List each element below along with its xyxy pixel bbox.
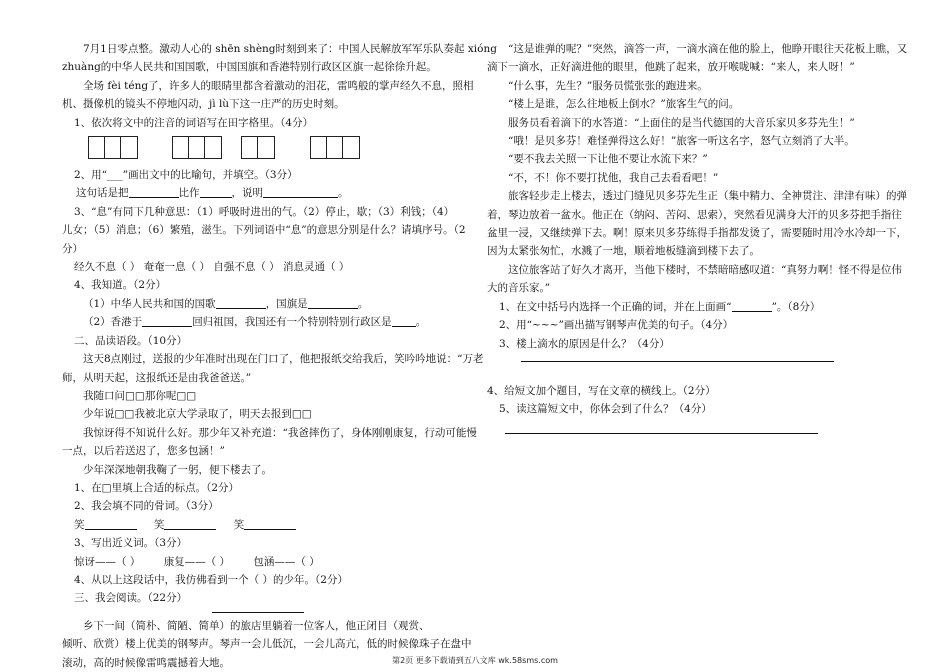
- story-line: 服务员看着滴下的水答道：“上面住的是当代德国的大音乐家贝多芬先生！”: [508, 116, 855, 129]
- answer-line[interactable]: [521, 361, 834, 362]
- answer-blank[interactable]: [308, 296, 358, 309]
- reading-line: 我惊讶得不知说什么好。那少年又补充道：“我爸摔伤了，身体刚刚康复，行动可能慢: [83, 426, 477, 439]
- story-line: 滴下一滴水，正好滴进他的眼里，他跳了起来，放开喉咙喊：“来人，来人呀！”: [487, 61, 855, 74]
- story-question-1: 1、在文中括号内选择一个正确的词，并在上面画“ ”。（8分）: [499, 300, 821, 313]
- reading-question-3-words: 惊讶——（ ） 康复——（ ） 包涵——（ ）: [74, 555, 320, 568]
- question-4-2: （2）香港于 回归祖国，我国还有一个特别特别行政区是 。: [83, 316, 427, 329]
- question-3-words: 经久不息（ ） 奄奄一息（ ） 自强不息（ ） 消息灵通（ ）: [74, 261, 350, 274]
- answer-line[interactable]: [505, 433, 818, 434]
- story-line: “哦！是贝多芬！难怪弹得这么好！”旅客一听这名字，怒气立刻消了大半。: [508, 135, 855, 148]
- section-3-heading: 三、我会阅读。（22分）: [74, 592, 188, 605]
- question-2: 2、用“___”画出文中的比喻句，并填空。（3分）: [74, 169, 298, 182]
- passage-line: 机、摄像机的镜头不停地闪动，jì lù下这一庄严的历史时刻。: [62, 98, 345, 111]
- reading-line: 我随口问□□那你呢□□: [83, 389, 197, 402]
- answer-blank[interactable]: [164, 517, 216, 530]
- story-line: 着，琴边放着一盆水。他正在（纳闷、苦闷、思索），突然看见满身大汗的贝多芬把手指往: [487, 208, 902, 221]
- story-line: “不，不！你不要打扰他，我自己去看看吧！”: [508, 171, 719, 184]
- question-4-1: （1）中华人民共和国的国歌 ，国旗是 。: [83, 297, 369, 310]
- story-line: “什么事，先生？”服务员慌张张的跑进来。: [508, 79, 708, 92]
- question-3-line: 分）: [62, 242, 83, 255]
- story-question-2: 2、用“~~~”画出描写钢琴声优美的句子。（4分）: [499, 319, 734, 332]
- story-line: 这位旅客站了好久才离开，当他下楼时，不禁暗暗感叹道：“真努力啊！怪不得是位伟: [508, 263, 902, 276]
- tianzige-box-1[interactable]: [88, 136, 138, 159]
- reading-question-1: 1、在□里填上合适的标点。（2分）: [74, 481, 240, 494]
- story-line: 大的音乐家。”: [487, 282, 551, 295]
- answer-blank[interactable]: [129, 185, 179, 198]
- right-column: [487, 40, 908, 444]
- answer-blank[interactable]: [732, 299, 772, 312]
- question-4: 4、我知道。（2分）: [74, 279, 167, 292]
- question-1: 1、依次将文中的注音的词语写在田字格里。（4分）: [74, 116, 314, 129]
- story-line: 旅客轻步走上楼去，透过门缝见贝多芬先生正（集中精力、全神贯注、津津有味）的弹: [508, 190, 907, 203]
- question-2-fill: 这句话是把 比作 ，说明 。: [76, 187, 349, 200]
- reading-question-3: 3、写出近义词。（3分）: [74, 537, 188, 550]
- story-question-4: 4、给短文加个题目，写在文章的横线上。（2分）: [487, 384, 716, 397]
- passage-line: zhuàng的中华人民共和国国歌，中国国旗和香港特别行政区区旗一起徐徐升起。: [62, 61, 437, 74]
- reading-line: 师，从明天起，这报纸还是由我爸爸送。”: [62, 371, 252, 384]
- story-line: “这是谁弹的呢？”突然，滴答一声，一滴水滴在他的脸上，他睁开眼往天花板上瞧，又: [508, 43, 908, 55]
- story-question-3: 3、楼上滴水的原因是什么？（4分）: [499, 337, 670, 350]
- reading-question-2-blanks: 笑 笑 笑: [62, 516, 462, 534]
- tianzige-box-3[interactable]: [241, 136, 275, 159]
- story-line: 乡下一间（简朴、简陋、简单）的旅店里躺着一位客人，他正闭目（观赏、: [83, 619, 430, 632]
- tianzige-box-2[interactable]: [172, 136, 222, 159]
- reading-line: 少年深深地朝我鞠了一躬，便下楼去了。: [83, 463, 272, 476]
- reading-line: 一点，以后若送迟了，您多包涵！”: [62, 445, 225, 458]
- page-footer: 第2页 更多下载请到五八文库 wk.58sms.com: [392, 656, 558, 665]
- answer-blank[interactable]: [200, 185, 232, 198]
- reading-line: 少年说□□我被北京大学录取了，明天去报到□□: [83, 408, 312, 421]
- answer-blank[interactable]: [142, 314, 192, 327]
- reading-question-4: 4、从以上这段话中，我仿佛看到一个（ ）的少年。（2分）: [74, 573, 348, 586]
- section-2-heading: 二、品读语段。（10分）: [74, 334, 188, 347]
- answer-blank[interactable]: [216, 296, 266, 309]
- answer-blank[interactable]: [392, 314, 416, 327]
- story-line: 滚动，高的时候像雷鸣震撼着大地。: [62, 656, 230, 669]
- story-line: “楼上是谁，怎么往地板上倒水？”旅客生气的问。: [508, 98, 740, 111]
- story-question-5: 5、读这篇短文中，你体会到了什么？（4分）: [499, 403, 712, 416]
- tianzige-box-4[interactable]: [310, 136, 360, 159]
- story-line: 因为太紧张匆忙，水溅了一地，顺着地板缝滴到楼下去了。: [487, 245, 760, 258]
- story-line: 盆里一浸，又继续弹下去。啊！原来贝多芬练得手指都发烫了，需要随时用冷水冷却一下，: [487, 227, 907, 240]
- reading-question-2: 2、我会填不同的骨词。（3分）: [74, 500, 219, 513]
- reading-line: 这天8点刚过，送报的少年准时出现在门口了，他把报纸交给我后，笑吟吟地说：“万老: [83, 353, 484, 366]
- answer-blank[interactable]: [85, 517, 137, 530]
- question-3-line: 儿女；（5）消息；（6）繁殖，滋生。下列词语中“息”的意思分别是什么？请填序号。（2: [62, 224, 466, 237]
- tianzige-grids: [62, 132, 462, 166]
- passage-line: 7月1日零点整。激动人心的 shēn shèng时刻到来了：中国人民解放军军乐队奏起 xióng: [83, 43, 497, 55]
- answer-blank[interactable]: [244, 517, 296, 530]
- answer-blank[interactable]: [263, 185, 338, 198]
- story-line: “要不我去关照一下让他不要让水流下来？”: [508, 153, 708, 166]
- question-3: 3、“息”有同下几种意思：（1）呼吸时进出的气。（2）停止，歇；（3）利钱；（4）: [74, 205, 455, 218]
- title-blank-line[interactable]: [212, 612, 304, 613]
- story-line: 倾听、欣赏）楼上优美的钢琴声。琴声一会儿低沉，一会儿高亢，低的时候像珠子在盘中: [62, 638, 472, 651]
- passage-line: 全场 fèi téng了，许多人的眼睛里都含着激动的泪花，雷鸣般的掌声经久不息，照相: [83, 79, 474, 92]
